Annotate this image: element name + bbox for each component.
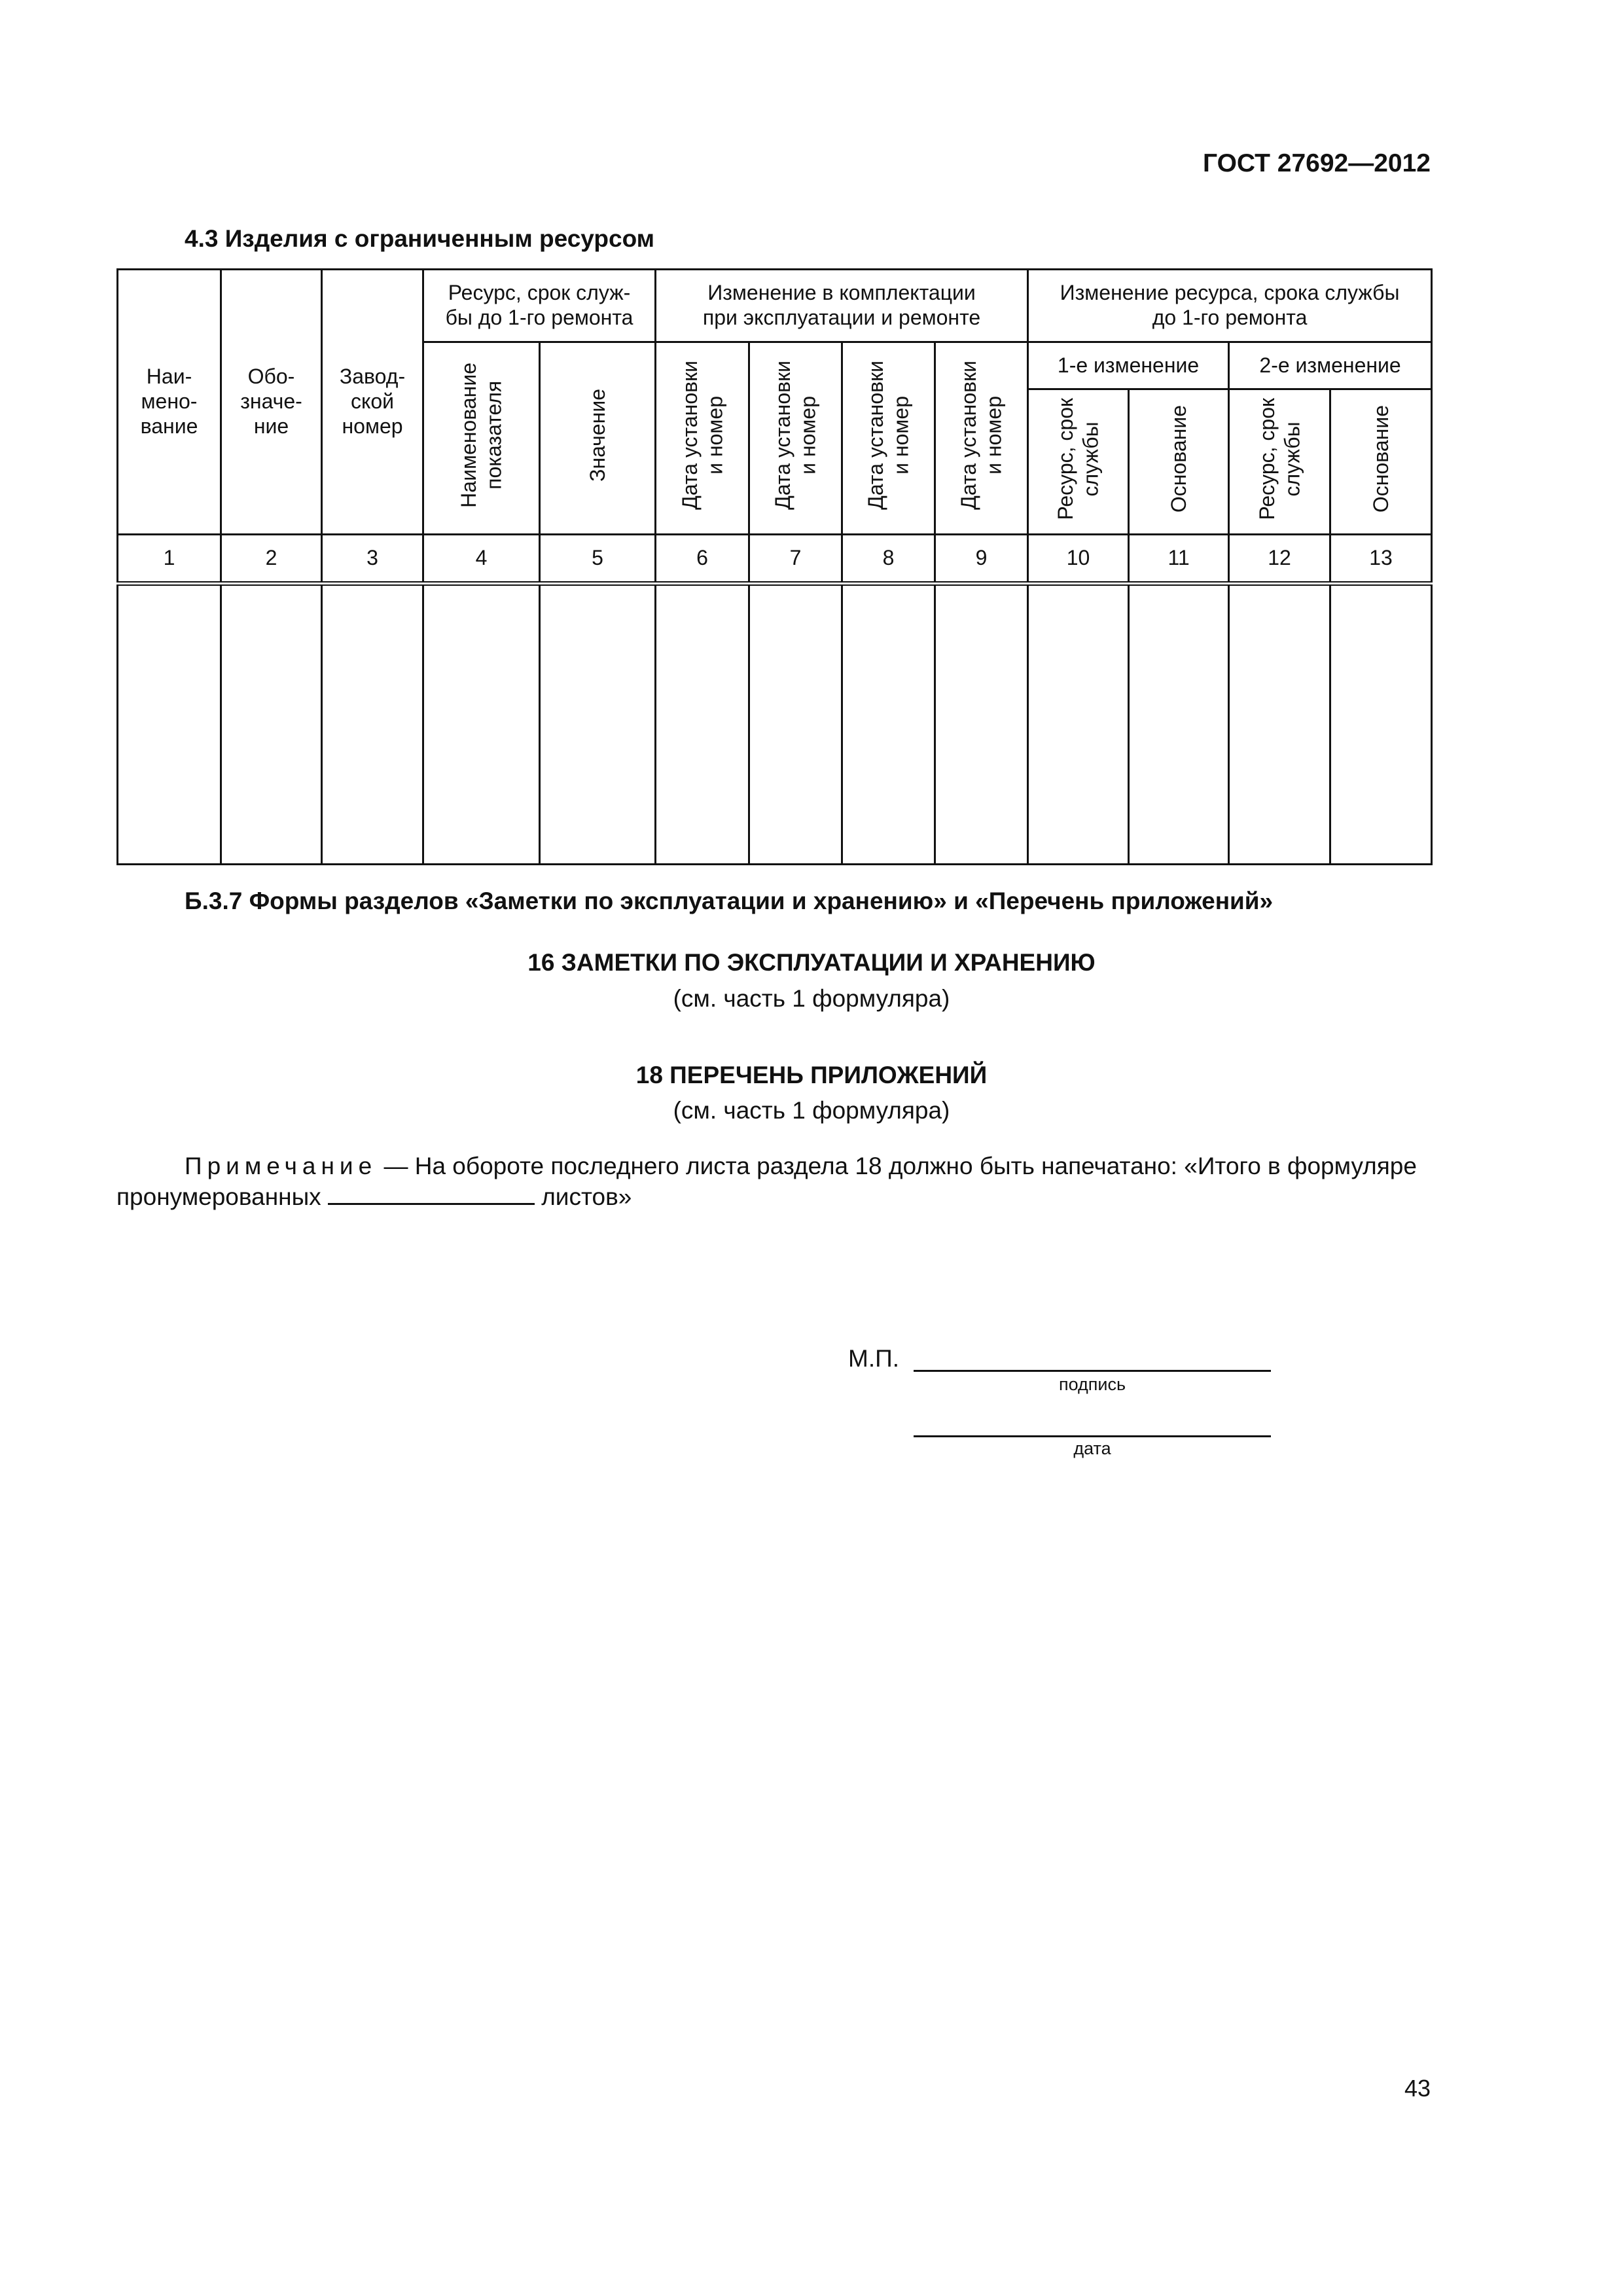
header-second-change: 2-е изменение bbox=[1229, 342, 1432, 389]
header-install-date-6: Дата установки и номер bbox=[656, 342, 749, 535]
header-basis-13: Основание bbox=[1330, 389, 1432, 535]
column-number: 3 bbox=[322, 535, 423, 584]
column-number: 4 bbox=[423, 535, 540, 584]
date-line[interactable] bbox=[914, 1435, 1271, 1437]
column-number: 8 bbox=[842, 535, 935, 584]
note-label: Примечание bbox=[185, 1153, 378, 1179]
empty-cell[interactable] bbox=[1330, 584, 1432, 865]
empty-cell[interactable] bbox=[935, 584, 1028, 865]
header-resource-term-10: Ресурс, срок службы bbox=[1028, 389, 1129, 535]
empty-cell[interactable] bbox=[1229, 584, 1330, 865]
header-install-date-7: Дата установки и номер bbox=[749, 342, 842, 535]
empty-cell[interactable] bbox=[540, 584, 656, 865]
sheet-count-blank[interactable] bbox=[328, 1182, 535, 1205]
date-caption: дата bbox=[1073, 1439, 1111, 1458]
note-paragraph bbox=[116, 1151, 1431, 1212]
header-group-resource-change: Изменение ресурса, срока службы до 1-го ремонта bbox=[1028, 270, 1432, 342]
header-value: Значение bbox=[540, 342, 656, 535]
signature-line[interactable] bbox=[914, 1370, 1271, 1372]
header-first-change: 1-е изменение bbox=[1028, 342, 1229, 389]
limited-resource-table bbox=[116, 268, 1433, 865]
column-number: 12 bbox=[1229, 535, 1330, 584]
section-18-subtitle: (см. часть 1 формуляра) bbox=[673, 1097, 950, 1124]
header-group-kit-change: Изменение в комплектации при эксплуатации и ремонте bbox=[656, 270, 1028, 342]
standard-header: ГОСТ 27692—2012 bbox=[1203, 149, 1431, 177]
header-designation: Обо- значе- ние bbox=[221, 270, 322, 535]
column-number: 11 bbox=[1129, 535, 1229, 584]
section-16-title: 16 ЗАМЕТКИ ПО ЭКСПЛУАТАЦИИ И ХРАНЕНИЮ bbox=[527, 949, 1096, 976]
column-number: 9 bbox=[935, 535, 1028, 584]
column-number: 7 bbox=[749, 535, 842, 584]
note-text-end: листов» bbox=[534, 1183, 632, 1210]
column-number: 10 bbox=[1028, 535, 1129, 584]
empty-cell[interactable] bbox=[423, 584, 540, 865]
seal-label: М.П. bbox=[848, 1345, 899, 1372]
section-16-subtitle: (см. часть 1 формуляра) bbox=[673, 985, 950, 1012]
empty-cell[interactable] bbox=[842, 584, 935, 865]
header-group-resource: Ресурс, срок служ- бы до 1-го ремонта bbox=[423, 270, 656, 342]
header-indicator-name: Наименование показателя bbox=[423, 342, 540, 535]
empty-cell[interactable] bbox=[749, 584, 842, 865]
empty-cell[interactable] bbox=[221, 584, 322, 865]
empty-cell[interactable] bbox=[322, 584, 423, 865]
signature-caption: подпись bbox=[1058, 1374, 1126, 1394]
note-text: — На обороте последнего листа раздела 18 должно быть напечатано: «Итого в формуляре bbox=[377, 1153, 1417, 1179]
section-title-4-3: 4.3 Изделия с ограниченным ресурсом bbox=[185, 225, 655, 252]
section-18-title: 18 ПЕРЕЧЕНЬ ПРИЛОЖЕНИЙ bbox=[635, 1062, 988, 1088]
empty-cell[interactable] bbox=[1129, 584, 1229, 865]
header-name: Наи- мено- вание bbox=[118, 270, 221, 535]
header-install-date-9: Дата установки и номер bbox=[935, 342, 1028, 535]
empty-cell[interactable] bbox=[656, 584, 749, 865]
empty-cell[interactable] bbox=[118, 584, 221, 865]
column-number: 13 bbox=[1330, 535, 1432, 584]
section-title-b37: Б.3.7 Формы разделов «Заметки по эксплуатации и хранению» и «Перечень приложений» bbox=[185, 888, 1274, 914]
column-number: 1 bbox=[118, 535, 221, 584]
note-text-cont: пронумерованных bbox=[116, 1183, 328, 1210]
column-number: 5 bbox=[540, 535, 656, 584]
page-number: 43 bbox=[1404, 2075, 1431, 2102]
empty-cell[interactable] bbox=[1028, 584, 1129, 865]
header-resource-term-12: Ресурс, срок службы bbox=[1229, 389, 1330, 535]
header-basis-11: Основание bbox=[1129, 389, 1229, 535]
column-number: 2 bbox=[221, 535, 322, 584]
header-install-date-8: Дата установки и номер bbox=[842, 342, 935, 535]
column-number: 6 bbox=[656, 535, 749, 584]
header-factory-number: Завод- ской номер bbox=[322, 270, 423, 535]
